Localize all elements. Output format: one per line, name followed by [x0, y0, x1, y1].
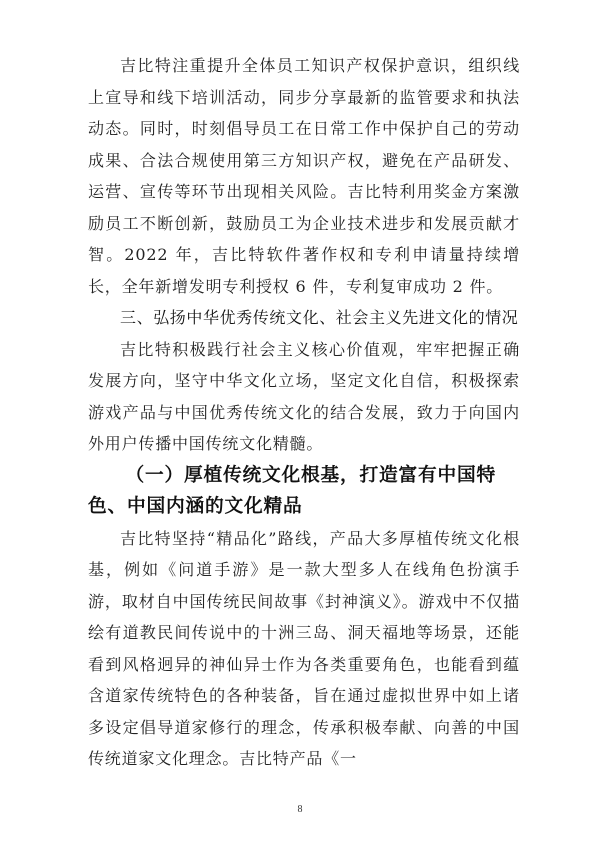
document-body [88, 50, 520, 775]
paragraph-ip-protection: 吉比特注重提升全体员工知识产权保护意识，组织线上宣导和线下培训活动，同步分享最新的监管要求和执法动态。同时，时刻倡导员工在日常工作中保护自己的劳动成果、合法合规使用第三方知识产权，避免在产品研发、运营、宣传等环节出现相关风险。吉比特利用奖金方案激励员工不断创新，鼓励员工为企业技术进步和发展贡献才智。2022 年，吉比特软件著作权和专利申请量持续增长，全年新增发明专利授权 6 件，专利复审成功 2 件。 [88, 56, 520, 296]
page-number: 8 [297, 804, 303, 815]
sub-heading-traditional-culture: （一）厚植传统文化根基，打造富有中国特色、中国内涵的文化精品 [88, 463, 496, 517]
paragraph-wendao-example: 吉比特坚持“精品化”路线，产品大多厚植传统文化根基，例如《问道手游》是一款大型多人在线角色扮演手游，取材自中国传统民间故事《封神演义》。游戏中不仅描绘有道教民间传说中的十洲三岛、洞天福地等场景，还能看到风格迥异的神仙异士作为各类重要角色，也能看到蕴含道家传统特色的各种装备，旨在通过虚拟世界中如上诸多设定倡导道家修行的理念，传承积极奉献、向善的中国传统道家文化理念。吉比特产品《一 [88, 528, 520, 768]
section-heading-culture: 三、弘扬中华优秀传统文化、社会主义先进文化的情况 [120, 308, 519, 327]
paragraph-core-values: 吉比特积极践行社会主义核心价值观，牢牢把握正确发展方向，坚守中华文化立场，坚定文化自信，积极探索游戏产品与中国优秀传统文化的结合发展，致力于向国内外用户传播中国传统文化精髓。 [88, 339, 520, 453]
